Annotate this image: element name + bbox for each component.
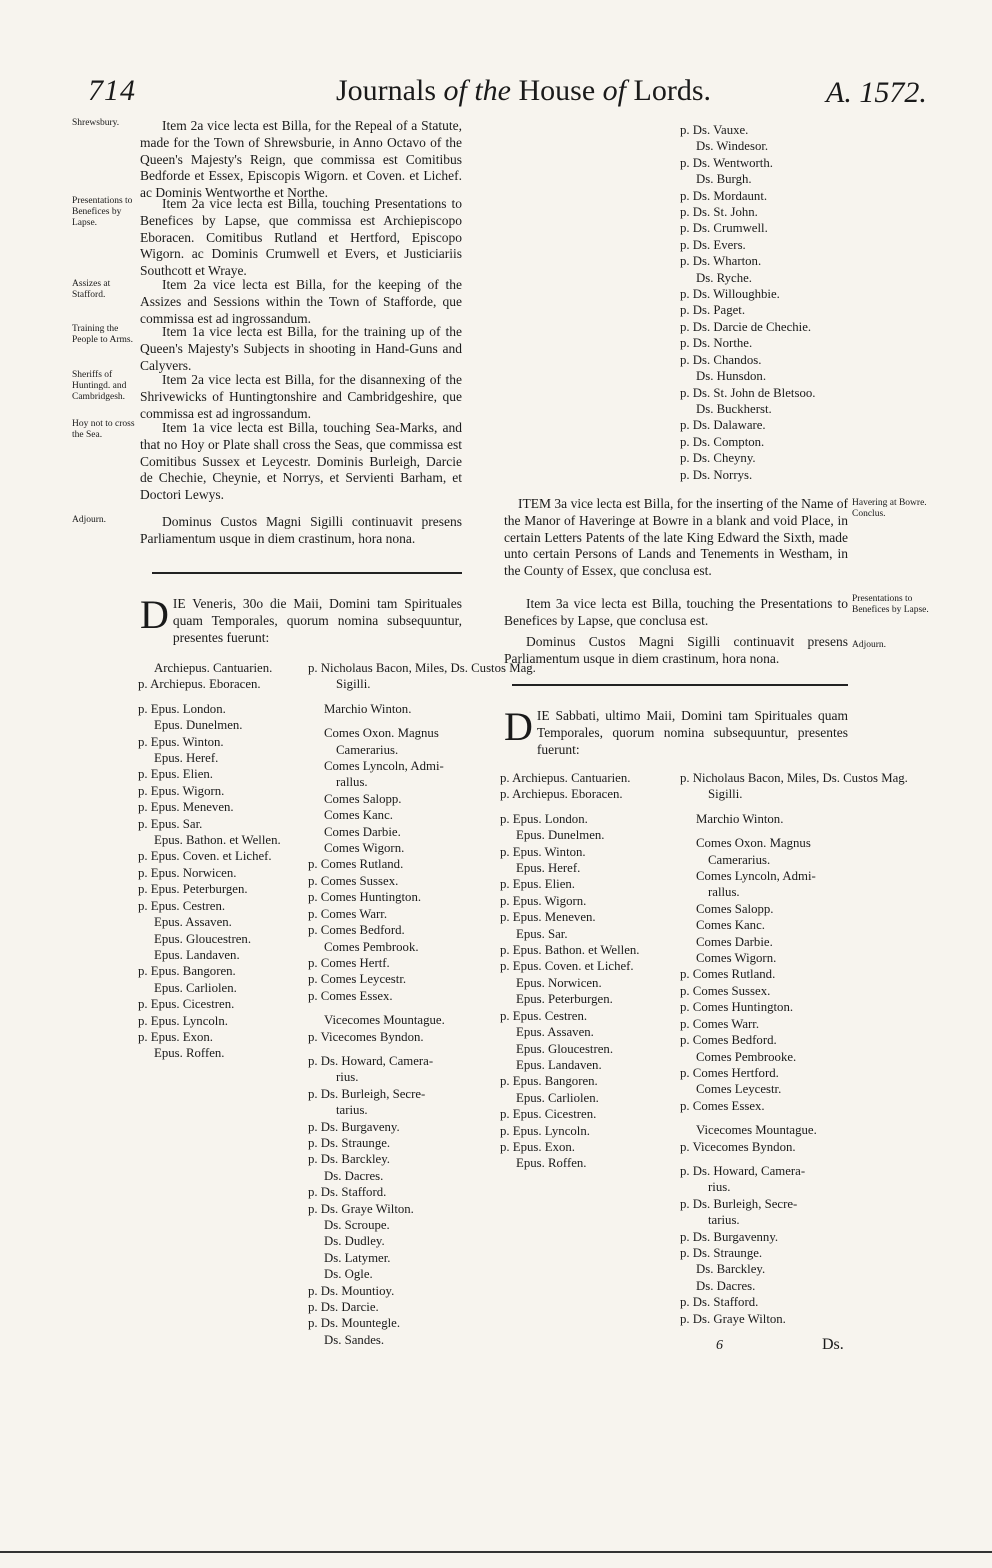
list-item: p. Epus. Lyncoln.	[138, 1013, 228, 1028]
list-item: p. Ds. Howard, Camera-	[680, 1163, 806, 1178]
list-item: p. Comes Bedford.	[680, 1033, 777, 1048]
margin-note: Shrewsbury.	[72, 118, 120, 128]
list-item: p. Ds. Graye Wilton.	[680, 1311, 786, 1326]
list-item: p. Ds. Dalaware.	[680, 418, 766, 433]
year-heading: A. 1572.	[826, 76, 927, 109]
list-item: Vicecomes Mountague.	[324, 1013, 445, 1028]
list-item: p. Ds. Wentworth.	[680, 155, 773, 170]
list-item: p. Epus. Lyncoln.	[500, 1123, 590, 1138]
list-item: p. Comes Rutland.	[680, 967, 776, 982]
list-item: Camerarius.	[336, 742, 399, 757]
list-item	[308, 693, 484, 701]
adjournment-entry: Dominus Custos Magni Sigilli continuavit presens Parliamentum usque in diem crastinum, hora nona.	[140, 514, 462, 546]
list-item: p. Epus. Meneven.	[500, 910, 596, 925]
list-item: Marchio Winton.	[324, 701, 412, 716]
top-right-lords-list	[680, 122, 890, 483]
list-item: p. Epus. Norwicen.	[138, 865, 237, 880]
list-item: p. Ds. Wharton.	[680, 254, 762, 269]
list-item: p. Comes Essex.	[308, 988, 393, 1003]
list-item: Archiepus. Cantuarien.	[154, 661, 273, 675]
bill-entry-sheriffs: Item 2a vice lecta est Billa, for the disannexing of the Shrivewicks of Huntingtonshire and Cambridgeshire, que commissa est ad ingrossandum.	[140, 372, 462, 421]
list-item: Ds. Barckley.	[696, 1262, 766, 1277]
margin-note: Sheriffs of Huntingd. and Cambridgesh.	[72, 370, 127, 402]
list-item: Epus. Assaven.	[516, 1025, 594, 1040]
title-word: Lords.	[633, 74, 711, 107]
list-item: p. Epus. Bangoren.	[500, 1074, 598, 1089]
list-item: Epus. Norwicen.	[516, 975, 602, 990]
bill-entry-training: Item 1a vice lecta est Billa, for the training up of the Queen's Majesty's Subjects in shooting in Hand-Guns and Calyvers.	[140, 324, 462, 373]
list-item: Comes Darbie.	[324, 824, 401, 839]
list-item: p. Epus. London.	[500, 811, 588, 826]
title-word: of	[602, 74, 626, 107]
list-item: rius.	[336, 1070, 359, 1085]
list-item: p. Ds. St. John de Bletsoo.	[680, 385, 816, 400]
list-item: p. Ds. Stafford.	[680, 1295, 759, 1310]
list-item: Sigilli.	[708, 787, 743, 802]
friday-heading	[140, 592, 462, 646]
list-item: Vicecomes Mountague.	[696, 1123, 817, 1138]
list-item: p. Comes Warr.	[680, 1016, 760, 1031]
list-item: Ds. Dacres.	[696, 1278, 756, 1293]
list-item: Epus. Landaven.	[516, 1057, 602, 1072]
list-item: Epus. Assaven.	[154, 915, 232, 930]
list-item: Ds. Windesor.	[696, 139, 769, 154]
list-item: p. Archiepus. Cantuarien.	[500, 771, 631, 785]
list-item: Comes Salopp.	[696, 901, 774, 916]
list-item: p. Ds. St. John.	[680, 205, 758, 220]
list-item: Ds. Hunsdon.	[696, 369, 767, 384]
title-word: House	[518, 74, 596, 107]
list-item: p. Comes Hertf.	[308, 955, 390, 970]
list-item: p. Epus. Coven. et Lichef.	[138, 849, 272, 864]
list-item: Epus. Gloucestren.	[516, 1041, 614, 1056]
list-item: Epus. Roffen.	[516, 1156, 587, 1171]
margin-note: Presentations to Benefices by Lapse.	[72, 196, 133, 228]
bill-entry-presentations: Item 2a vice lecta est Billa, touching Presentations to Benefices by Lapse, que commissa est Archiepiscopo Eboracen. Comitibus Rutland et Hertford, Episcopo Wigorn. ac Dominis Crumwell et Evers, et Justiciariis Southcott et Wraye.	[140, 196, 462, 279]
list-item: tarius.	[336, 1103, 368, 1118]
list-item	[680, 827, 860, 835]
list-item: p. Ds. Darcie de Chechie.	[680, 319, 812, 334]
list-item: p. Epus. Elien.	[500, 877, 575, 892]
list-item: Ds. Ryche.	[696, 270, 752, 285]
list-item: Ds. Burgh.	[696, 172, 752, 187]
list-item: p. Ds. Howard, Camera-	[308, 1053, 434, 1068]
list-item: Comes Wigorn.	[324, 841, 405, 856]
margin-note: Adjourn.	[72, 515, 107, 525]
list-item: p. Vicecomes Byndon.	[308, 1029, 424, 1044]
list-item: Epus. Dunelmen.	[516, 828, 605, 843]
list-item: p. Ds. Willoughbie.	[680, 287, 780, 302]
list-item: Comes Darbie.	[696, 934, 773, 949]
list-item	[680, 1155, 860, 1163]
list-item	[308, 1004, 484, 1012]
list-item: Epus. Heref.	[516, 861, 581, 876]
list-item: p. Ds. Burleigh, Secre-	[308, 1086, 426, 1101]
list-item: Ds. Scroupe.	[324, 1218, 390, 1232]
list-item: p. Ds. Chandos.	[680, 352, 762, 367]
title-word: of	[443, 74, 467, 107]
list-item: Camerarius.	[708, 852, 771, 867]
list-item: p. Ds. Evers.	[680, 237, 746, 252]
list-item: p. Ds. Compton.	[680, 434, 765, 449]
list-item: Comes Lyncoln, Admi-	[696, 869, 816, 884]
section-rule	[512, 684, 848, 686]
list-item: p. Ds. Vauxe.	[680, 123, 749, 137]
list-item: Ds. Latymer.	[324, 1250, 391, 1265]
list-item: Ds. Dacres.	[324, 1168, 384, 1183]
list-item: p. Comes Bedford.	[308, 923, 405, 938]
list-item: rallus.	[336, 775, 368, 790]
adjournment-entry: Dominus Custos Magni Sigilli continuavit presens Parliamentum usque in diem crastinum, hora nona.	[504, 634, 848, 666]
margin-note: Presentations to Benefices by Lapse.	[852, 594, 929, 615]
list-item: p. Epus. Exon.	[500, 1139, 576, 1154]
list-item: p. Ds. Mordaunt.	[680, 188, 768, 203]
list-item: p. Nicholaus Bacon, Miles, Ds. Custos Mag.	[680, 771, 908, 785]
list-item: Comes Oxon. Magnus	[324, 726, 439, 741]
list-item: p. Epus. Bathon. et Wellen.	[500, 943, 640, 958]
title-word: the	[474, 74, 511, 107]
list-item: p. Epus. Elien.	[138, 767, 213, 782]
list-item	[138, 693, 310, 701]
list-item: p. Ds. Barckley.	[308, 1152, 390, 1167]
list-item: p. Ds. Burgavenny.	[680, 1229, 779, 1244]
list-item: p. Archiepus. Eboracen.	[138, 677, 261, 692]
list-item: p. Archiepus. Eboracen.	[500, 787, 623, 802]
list-item: p. Comes Rutland.	[308, 857, 404, 872]
list-item: p. Ds. Paget.	[680, 303, 746, 318]
list-item: Comes Kanc.	[324, 808, 393, 823]
list-item: p. Epus. London.	[138, 701, 226, 716]
list-item: Ds. Ogle.	[324, 1267, 373, 1282]
list-item: p. Ds. Stafford.	[308, 1185, 387, 1200]
list-item: p. Ds. Northe.	[680, 336, 753, 351]
list-item: p. Epus. Coven. et Lichef.	[500, 959, 634, 974]
list-item: Marchio Winton.	[696, 811, 784, 826]
friday-spiritual-list	[138, 660, 310, 1062]
list-item: Comes Lyncoln, Admi-	[324, 759, 444, 774]
bill-entry-shrewsbury: Item 2a vice lecta est Billa, for the Repeal of a Statute, made for the Town of Shrewsburie, in Anno Octavo of the Queen's Majesty's Reign, que commissa est Comitibus Bedforde et Essex, Episcopis Wigorn. et Coven. et Lichef. ac Dominis Wentworthe et Northe.	[140, 118, 462, 201]
list-item: Ds. Buckherst.	[696, 401, 772, 416]
list-item	[680, 1114, 860, 1122]
list-item: p. Epus. Sar.	[138, 816, 203, 831]
margin-note: Adjourn.	[852, 640, 887, 650]
list-item	[308, 1045, 484, 1053]
list-item: Epus. Carliolen.	[154, 980, 237, 995]
signature-mark: 6	[716, 1338, 723, 1353]
list-item: rius.	[708, 1180, 731, 1195]
list-item: p. Comes Warr.	[308, 906, 388, 921]
list-item: p. Vicecomes Byndon.	[680, 1139, 796, 1154]
bill-entry-havering: ITEM 3a vice lecta est Billa, for the inserting of the Name of the Manor of Haveringe at Bowre in a blank and void Place, in certain Letters Patents of the late King Edward the Sixth, made unto certain Persons of Lands and Tenements in Westham, in the County of Essex, que conclusa est.	[504, 496, 848, 579]
saturday-heading	[504, 704, 848, 758]
list-item: Ds. Dudley.	[324, 1234, 385, 1249]
list-item: p. Ds. Cheyny.	[680, 451, 756, 466]
list-item: p. Ds. Straunge.	[308, 1135, 391, 1150]
list-item: p. Epus. Peterburgen.	[138, 882, 248, 897]
saturday-spiritual-list	[500, 770, 672, 1172]
list-item: Epus. Sar.	[516, 926, 568, 941]
list-item: p. Comes Huntington.	[680, 1000, 794, 1015]
list-item: p. Ds. Darcie.	[308, 1300, 379, 1315]
list-item	[308, 717, 484, 725]
list-item: p. Comes Huntington.	[308, 890, 422, 905]
saturday-temporal-list	[680, 770, 908, 1327]
margin-note: Havering at Bowre. Conclus.	[852, 498, 927, 519]
list-item: Comes Leycestr.	[696, 1082, 782, 1097]
list-item: Comes Oxon. Magnus	[696, 836, 811, 851]
list-item: Comes Pembrook.	[324, 939, 419, 954]
list-item: p. Ds. Graye Wilton.	[308, 1201, 414, 1216]
page-edge-line	[0, 1551, 992, 1553]
catchword: Ds.	[822, 1336, 844, 1353]
margin-note: Assizes at Stafford.	[72, 279, 111, 300]
list-item: Ds. Sandes.	[324, 1332, 385, 1347]
list-item: p. Ds. Mountioy.	[308, 1283, 395, 1298]
list-item: p. Comes Essex.	[680, 1098, 765, 1113]
title-word: Journals	[336, 74, 436, 107]
list-item: p. Ds. Burgaveny.	[308, 1119, 400, 1134]
list-item: Epus. Landaven.	[154, 947, 240, 962]
friday-temporal-list	[308, 660, 536, 1348]
list-item: p. Ds. Mountegle.	[308, 1316, 401, 1331]
list-item: p. Epus. Cicestren.	[138, 997, 235, 1012]
list-item: Epus. Peterburgen.	[516, 992, 613, 1007]
list-item: p. Ds. Burleigh, Secre-	[680, 1196, 798, 1211]
list-item: p. Comes Sussex.	[680, 983, 771, 998]
drop-cap: D	[504, 704, 533, 749]
list-item: p. Epus. Winton.	[500, 844, 586, 859]
list-item	[500, 803, 672, 811]
saturday-heading-text: IE Sabbati, ultimo Maii, Domini tam Spirituales quam Temporales, quorum nomina subsequuntur, presentes fuerunt:	[536, 708, 848, 757]
bill-entry-assizes: Item 2a vice lecta est Billa, for the keeping of the Assizes and Sessions within the Town of Stafforde, que commissa est ad ingrossandum.	[140, 277, 462, 326]
bill-entry-presentations-concluded: Item 3a vice lecta est Billa, touching the Presentations to Benefices by Lapse, que conclusa est.	[504, 596, 848, 628]
list-item: p. Epus. Exon.	[138, 1029, 214, 1044]
list-item: p. Ds. Straunge.	[680, 1245, 763, 1260]
list-item: p. Comes Sussex.	[308, 873, 399, 888]
list-item: p. Ds. Crumwell.	[680, 221, 768, 236]
list-item: Epus. Dunelmen.	[154, 718, 243, 733]
list-item: p. Comes Hertford.	[680, 1065, 779, 1080]
list-item: p. Comes Leycestr.	[308, 972, 407, 987]
list-item: p. Epus. Wigorn.	[138, 783, 225, 798]
list-item: p. Epus. Meneven.	[138, 800, 234, 815]
list-item: Epus. Roffen.	[154, 1046, 225, 1061]
drop-cap: D	[140, 592, 169, 637]
list-item: p. Epus. Cestren.	[138, 898, 226, 913]
list-item: Comes Pembrooke.	[696, 1049, 797, 1064]
list-item: p. Epus. Cestren.	[500, 1008, 588, 1023]
list-item: Epus. Bathon. et Wellen.	[154, 833, 281, 848]
list-item: p. Epus. Wigorn.	[500, 893, 587, 908]
list-item: Comes Kanc.	[696, 918, 765, 933]
list-item: Comes Salopp.	[324, 791, 402, 806]
margin-note: Hoy not to cross the Sea.	[72, 419, 135, 440]
list-item: tarius.	[708, 1213, 740, 1228]
friday-heading-text: IE Veneris, 30o die Maii, Domini tam Spirituales quam Temporales, quorum nomina subsequuntur, presentes fuerunt:	[172, 596, 462, 645]
section-rule	[152, 572, 462, 574]
list-item: p. Ds. Norrys.	[680, 467, 753, 482]
list-item: p. Epus. Cicestren.	[500, 1107, 597, 1122]
margin-note: Training the People to Arms.	[72, 324, 133, 345]
list-item: p. Nicholaus Bacon, Miles, Ds. Custos Mag.	[308, 661, 536, 675]
running-title	[336, 74, 711, 108]
list-item: Epus. Heref.	[154, 751, 219, 766]
list-item: p. Epus. Winton.	[138, 734, 224, 749]
page-number: 714	[88, 74, 136, 107]
list-item: p. Epus. Bangoren.	[138, 964, 236, 979]
list-item: rallus.	[708, 885, 740, 900]
list-item: Epus. Carliolen.	[516, 1090, 599, 1105]
list-item: Sigilli.	[336, 677, 371, 692]
list-item: Epus. Gloucestren.	[154, 931, 252, 946]
list-item	[680, 803, 860, 811]
list-item: Comes Wigorn.	[696, 951, 777, 966]
bill-entry-hoy: Item 1a vice lecta est Billa, touching Sea-Marks, and that no Hoy or Plate shall cross the Seas, que commissa est Comitibus Sussex et Leycestr. Dominis Burleigh, Darcie de Chechie, Cheynie, et Norrys, et Servienti Barham, et Doctori Lewys.	[140, 420, 462, 503]
